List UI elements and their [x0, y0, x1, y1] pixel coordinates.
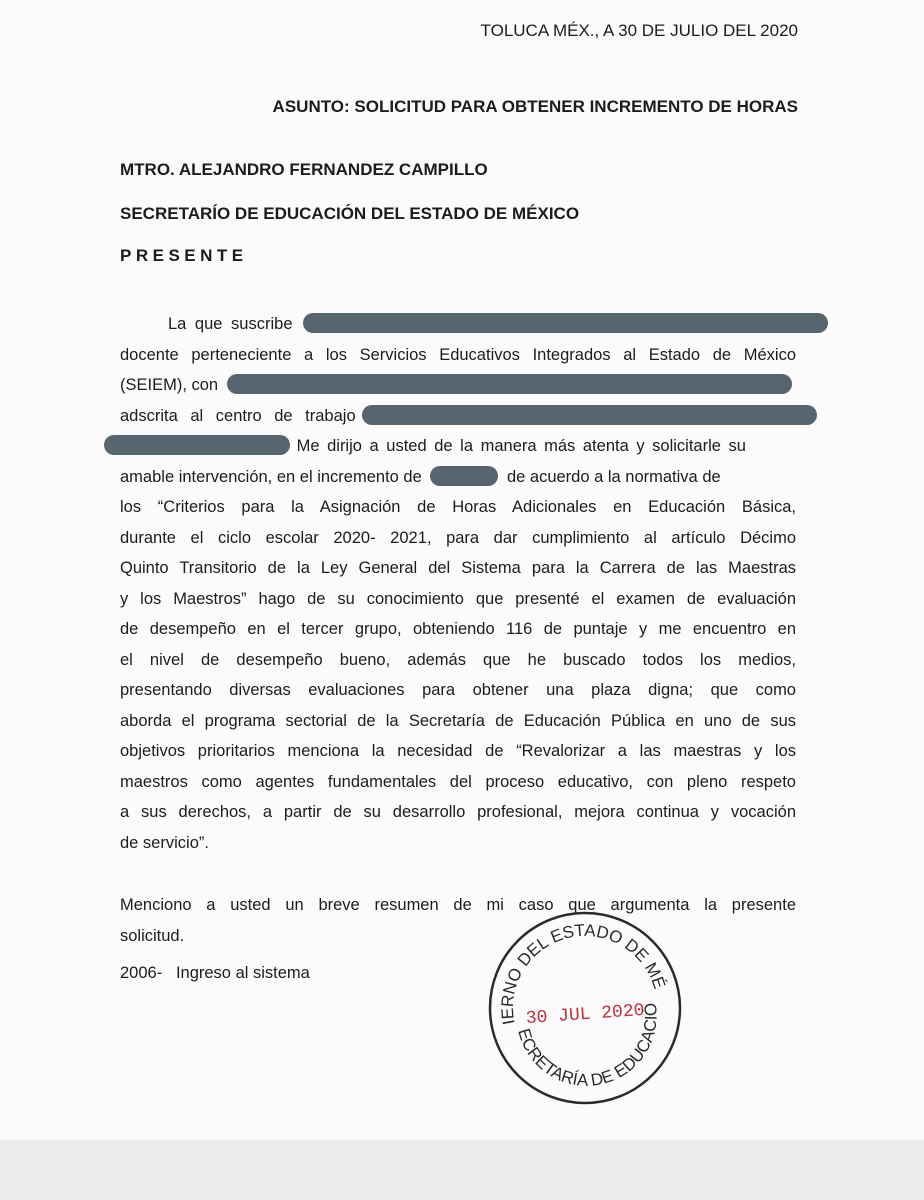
body-line: a sus derechos, a partir de su desarrollo profesional, mejora continua y vocación [120, 803, 796, 821]
body-line: objetivos prioritarios menciona la necesidad de “Revalorizar a las maestras y los [120, 742, 796, 760]
greeting: PRESENTE [120, 246, 248, 265]
body-line [120, 401, 796, 432]
body-line-text: adscrita al centro de trabajo [120, 406, 356, 425]
body-line: de desempeño en el tercer grupo, obteniendo 116 de puntaje y me encuentro en [120, 620, 796, 638]
body-line: presentando diversas evaluaciones para obtener una plaza digna; que como [120, 681, 796, 699]
body-line: durante el ciclo escolar 2020- 2021, para dar cumplimiento al artículo Décimo [120, 528, 796, 547]
letter-subject: ASUNTO: SOLICITUD PARA OBTENER INCREMENTO DE HORAS [272, 97, 798, 116]
body-line-text: La que suscribe [168, 315, 293, 333]
body-line: solicitud. [120, 926, 185, 945]
body-line-text: amable intervención, en el incremento de [120, 467, 422, 486]
body-line: Menciono a usted un breve resumen de mi caso que argumenta la presente [120, 896, 796, 914]
body-line-text: Me dirijo a usted de la manera más atenta y solicitarle su [296, 437, 746, 455]
addressee-position: SECRETARÍO DE EDUCACIÓN DEL ESTADO DE MÉXICO [120, 204, 580, 223]
body-line: y los Maestros” hago de su conocimiento que presenté el examen de evaluación [120, 589, 796, 608]
body-line: docente perteneciente a los Servicios Educativos Integrados al Estado de México [120, 345, 796, 364]
history-entry: 2006- Ingreso al sistema [120, 964, 310, 982]
redaction-bar [430, 466, 498, 486]
body-line: los “Criterios para la Asignación de Horas Adicionales en Educación Básica, [120, 498, 796, 516]
redaction-bar [303, 313, 828, 333]
body-line-text: de acuerdo a la normativa de [506, 467, 721, 486]
letter-body [120, 309, 796, 858]
addressee-name: MTRO. ALEJANDRO FERNANDEZ CAMPILLO [120, 160, 488, 179]
body-line: Quinto Transitorio de la Ley General del Sistema para la Carrera de las Maestras [120, 559, 796, 577]
stamp-top-text: GOBIERNO DEL ESTADO DE MÉXICO [497, 920, 670, 1027]
body-line: el nivel de desempeño bueno, además que he buscado todos los medios, [120, 650, 796, 669]
body-line [120, 309, 796, 340]
body-line-text: (SEIEM), con [120, 376, 219, 394]
summary-paragraph [120, 890, 796, 951]
body-line: aborda el programa sectorial de la Secretaría de Educación Pública en uno de sus [120, 711, 796, 730]
official-stamp [485, 908, 685, 1108]
redaction-bar [227, 374, 792, 394]
body-line: maestros como agentes fundamentales del proceso educativo, con pleno respeto [120, 772, 796, 791]
stamp-bottom-text: SECRETARÍA DE EDUCACIÓN [514, 1001, 661, 1091]
body-line [120, 462, 796, 493]
redaction-bar [104, 435, 290, 455]
body-line: de servicio”. [120, 833, 209, 852]
letter-date: TOLUCA MÉX., A 30 DE JULIO DEL 2020 [480, 21, 798, 40]
body-line [120, 370, 796, 401]
page-edge-background [0, 1140, 924, 1200]
body-line [104, 431, 796, 462]
redaction-bar [362, 405, 817, 425]
stamp-date: 30 JUL 2020 [525, 1000, 646, 1030]
